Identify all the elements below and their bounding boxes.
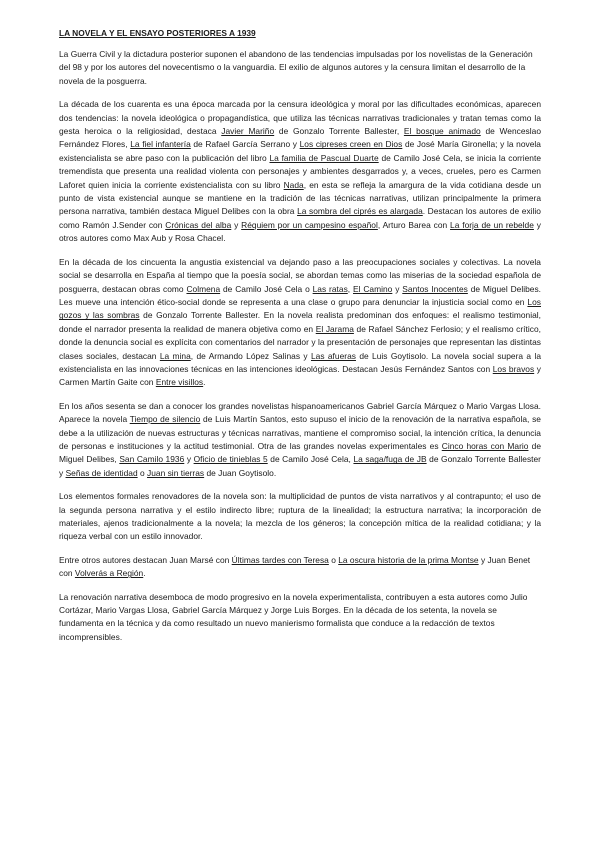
paragraph-text: , de Armando López Salinas y (190, 350, 311, 361)
paragraph-text: , en esta se refleja la amargura de la vida cotidiana desde un punto de vista existencial aunque se mantiene en la tradición de las técnicas narrativas, utilizan principalmente la primera persona narrativa, también destaca Miguel Delibes con la obra (59, 179, 542, 217)
work-title: El Jarama (315, 323, 354, 334)
paragraph-text: de Rafael Sánchez Ferlosio; y el realismo crítico, donde la denuncia social es explícita con comentarios del narrador y la presentación de personajes que representan las distintas clases sociales, destacan (59, 323, 541, 361)
work-title: El bosque animado (403, 126, 481, 137)
paragraph-text: de Rafael García Serrano y (190, 139, 300, 150)
paragraph-text: de Juan Goytisolo. (204, 467, 277, 478)
paragraph-text: de Camilo José Cela, se inicia la corriente tremendista que presenta una realidad violenta con personajes y ambientes desgarrados y, a veces, crueles, pero es Carmen Laforet quien inicia la corriente existencialista con su libro (59, 152, 541, 190)
paragraph-text: . (143, 568, 146, 579)
paragraph-text: y (184, 454, 194, 465)
paragraph-text: Los elementos formales renovadores de la novela son: la multiplicidad de puntos de vista narrativos y al contrapunto; el uso de la segunda persona narrativa y el estilo indirecto libre; ruptura de la linealidad; la estructura narrativa; la incorporación de materiales, ajenos tradicionalmente a la novela; la mezcla de los géneros; la concepción mítica de la realidad cotidiana; y la riqueza verbal con un estilo innovador. (59, 491, 541, 542)
paragraph-text: y Carmen Martín Gaite con (59, 363, 542, 388)
paragraph (59, 554, 541, 581)
paragraph-text: , (347, 283, 353, 294)
work-title: Réquiem por un campesino español (241, 219, 378, 230)
work-title: Crónicas del alba (165, 219, 232, 230)
paragraph-text: La Guerra Civil y la dictadura posterior suponen el abandono de las tendencias impulsadas por los novelistas de la Generación del 98 y por los autores del novecentismo o la vanguardia. El exilio de algunos autores y la censura limitan el desarrollo de la novela de la posguerra. (59, 49, 533, 86)
paragraph-text: . (203, 377, 206, 388)
paragraph-text: o (328, 554, 339, 565)
paragraph-text: . Destacan los autores de exilio como Ramón J.Sender con (59, 206, 541, 230)
work-title: Juan sin tierras (147, 467, 205, 478)
work-title: Señas de identidad (65, 467, 138, 478)
paragraph-text: de Gonzalo Torrente Ballester. En la novela realista predominan dos enfoques: el realismo testimonial, donde el narrador presenta la realidad de manera objetiva como en (59, 310, 542, 334)
paragraph (59, 490, 541, 544)
work-title: El Camino (353, 283, 393, 294)
work-title: Javier Mariño (221, 126, 275, 137)
paragraph-text: de Camilo José Cela, (267, 454, 354, 465)
paragraph-text: y Juan Benet con (59, 554, 531, 579)
paragraph-text: En los años sesenta se dan a conocer los grandes novelistas hispanoamericanos Gabriel García Márquez o Mario Vargas Llosa. Aparece la novela (59, 400, 541, 425)
work-title: Volverás a Región (74, 568, 144, 579)
paragraph-text: y (231, 219, 242, 230)
work-title: La fiel infantería (130, 139, 191, 150)
paragraph-text: de Luis Goytisolo. La novela social supera a la existencialista en las innovaciones técnicas en las intenciones ideológicas. Destacan Jesús Fernández Santos con (59, 350, 541, 374)
document-body (59, 48, 541, 644)
paragraph-text: La década de los cuarenta es una época marcada por la censura ideológica y moral por las dificultades económicas, aparecen dos tendencias: la novela ideológica o propagandística, que utiliza las técnicas narrativas tradicionales y tratan temas como la gesta heroica o la religiosidad, destaca (59, 99, 541, 137)
work-title: Las afueras (310, 350, 356, 361)
paragraph-text: de Miguel Delibes, (59, 440, 542, 465)
paragraph-text: La renovación narrativa desemboca de modo progresivo en la novela experimentalista, contribuyen a esta autores como Julio Cortázar, Mario Vargas Llosa, Gabriel García Márquez y Jorge Luis Borges. En la década de los setenta, la novela se fundamenta en la técnica y da como resultado un nuevo manierismo formalista que conduce a la redacción de textos incomprensibles. (59, 591, 528, 642)
work-title: Los gozos y las sombras (59, 296, 541, 321)
paragraph-text: y otros autores como Max Aub y Rosa Chacel. (59, 219, 541, 244)
work-title: Oficio de tinieblas 5 (193, 454, 268, 465)
paragraph (59, 48, 541, 88)
paragraph-text: de José María Gironella; y la novela existencialista se abre paso con la publicación del libro (59, 139, 541, 163)
paragraph-text: y (392, 283, 403, 294)
work-title: La oscura historia de la prima Montse (338, 554, 479, 565)
paragraph-text: de Miguel Delibes. Les mueve una intención ético-social donde se representa a una clase o grupo para denunciar la injusticia social como en (59, 283, 542, 307)
work-title: La mina (159, 350, 191, 361)
work-title: La familia de Pascual Duarte (269, 152, 379, 163)
document-title: LA NOVELA Y EL ENSAYO POSTERIORES A 1939 (59, 28, 256, 38)
work-title: La sombra del ciprés es alargada (297, 206, 423, 217)
paragraph-text: de Wenceslao Fernández Flores, (59, 126, 541, 150)
work-title: Las ratas (312, 283, 348, 294)
document-page (59, 28, 541, 654)
work-title: Los bravos (492, 363, 535, 374)
work-title: Últimas tardes con Teresa (231, 554, 329, 565)
work-title: Santos Inocentes (402, 283, 468, 294)
work-title: Los cipreses creen en Dios (299, 139, 403, 150)
work-title: La forja de un rebelde (450, 219, 534, 230)
paragraph (59, 591, 541, 645)
paragraph-text: de Luis Martín Santos, esto supuso el inicio de la renovación de la narrativa española, se debe a la utilización de nuevas estructuras y técnicas narrativas, mantiene el compromiso social, la intención crítica, la denuncia de personas e instituciones y la actitud testimonial. Otra de las grandes novelas experimentales es (59, 414, 541, 451)
paragraph (59, 256, 541, 390)
work-title: Colmena (186, 283, 221, 294)
paragraph-text: Entre otros autores destacan Juan Marsé con (59, 554, 232, 565)
paragraph-text: de Gonzalo Torrente Ballester, (274, 126, 404, 137)
paragraph-text: o (137, 467, 148, 478)
work-title: Cinco horas con Mario (441, 440, 529, 451)
paragraph (59, 400, 541, 480)
paragraph (59, 98, 541, 245)
paragraph-text: de Camilo José Cela o (220, 283, 313, 294)
work-title: Tiempo de silencio (129, 414, 201, 425)
work-title: Entre visillos (155, 377, 204, 388)
work-title: San Camilo 1936 (119, 454, 185, 465)
work-title: La saga/fuga de JB (353, 454, 427, 465)
paragraph-text: , Arturo Barea con (377, 219, 451, 230)
work-title: Nada (283, 179, 304, 190)
paragraph-text: de Gonzalo Torrente Ballester y (59, 454, 541, 478)
paragraph-text: En la década de los cincuenta la angustia existencial va dejando paso a las preocupaciones sociales y colectivas. La novela social se desarrolla en España al tiempo que la poesía social, se abordan temas como las miserias de la sociedad española de posguerra, destacan obras como (59, 256, 541, 294)
